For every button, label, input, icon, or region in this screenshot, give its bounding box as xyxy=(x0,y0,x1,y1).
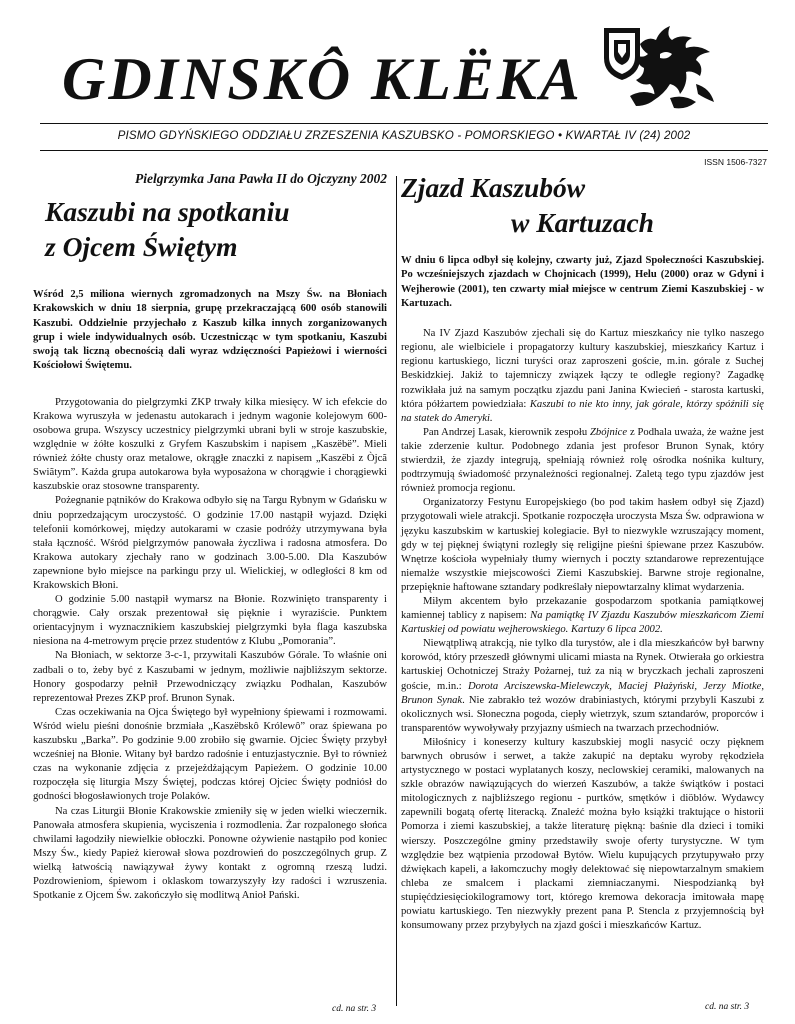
paragraph: Na Błoniach, w sektorze 3-c-1, przywitali Kaszubów Górale. To właśnie oni zadbali o to, żeby być z Kaszubami w jednym, możliwie najbliższym sektorze. Honory gospodarzy pełnił Przewodniczący związku Podhalan, Kaszubów reprezentował Prezes ZKP prof. Brunon Synak. xyxy=(33,650,387,704)
continued-note: cd. na str. 3 xyxy=(332,1004,377,1014)
masthead-rule-bottom xyxy=(40,150,768,151)
paragraph: Pan Andrzej Lasak, kierownik zespołu Zbójnice z Podhala uważa, że ważne jest takie zderzenie kultur. Podobnego zdania jest profesor Brunon Synak, który stwierdził, że zjazdy integrują, spełniają również rolę ośrodka nośnika kultury, podtrzymują świadomość przynależności regionalnej. Zaletą tego typu zjazdów jest również promocja regionu. xyxy=(401,426,764,495)
article-headline xyxy=(33,194,387,264)
paragraph: Na czas Liturgii Błonie Krakowskie zmieniły się w jeden wielki wieczernik. Panowała atmosfera skupienia, wyciszenia i rozmodlenia. Żar rozpalonego słońca chwilami łagodziły niewielkie obłoczki. Ponowne ożywienie nastąpiło pod koniec Mszy Św., kiedy Papież kierował słowa pozdrowień do poszczególnych grup. Z wielką łatwością nawiązywał żywy kontakt z ogromną rzeszą ludzi. Pozdrowieniom, śpiewom i oklaskom towarzyszyły łzy radości i wzruszenia. Spotkanie z Ojcem Św. zakończyło się modlitwą Anioł Pański. xyxy=(33,805,387,902)
paragraph: Przygotowania do pielgrzymki ZKP trwały kilka miesięcy. W ich efekcie do Krakowa wyruszyła w jedenastu autokarach i jednym wagonie kolejowym 600-osobowa grupa. Wszyscy uczestnicy pielgrzymki ubrani byli w stroje kaszubskie, względnie w żółte koszulki z Gryfem Kaszubskim i napisem „Kaszëbë”. Mieli również żółte chusty oraz metalowe, okrągłe znaczki z napisem „Kaszëbi z Òjcã Swiãtym”. Każda grupa autokarowa była wyposażona w chorągwie i chorągiewki kaszubskie oraz stosowne transparenty. xyxy=(33,396,387,493)
guest-names: Dorota Arciszewska-Mielewczyk, Maciej Płażyński, Jerzy Miotke, Brunon Synak xyxy=(401,680,765,706)
article-kicker: Pielgrzymka Jana Pawła II do Ojczyzny 2002 xyxy=(135,171,387,186)
headline-line-1: Zjazd Kaszubów xyxy=(401,172,586,203)
paragraph: Organizatorzy Festynu Europejskiego (bo pod takim hasłem odbył się Zjazd) przygotowali wiele atrakcji. Spotkanie rozpoczęła uroczysta Msza Św. odprawiona w języku kaszubskim w kartuskiej kolegiacie. Był to niezwykle wzruszający moment, gdy w tej pięknej świątyni rozległy się religijne pieśni śpiewane przez Kaszubów. Wnętrze kościoła wypełniały tłumy wiernych i poczty sztandarowe reprezentujące niemalże wszystkie miejscowości Ziemi Kaszubskiej. Barwne stroje regionalne, przepięknie haftowane sztandary podkreślały niepowtarzalny klimat wydarzenia. xyxy=(401,497,764,593)
masthead-title: GDINSKÔ KLËKA xyxy=(62,46,583,112)
plaque-inscription: Na pamiątkę IV Zjazdu Kaszubów mieszkańcom Ziemi Kartuskiej od powiatu wejherowskiego. Kartuzy 6 lipca 2002. xyxy=(401,610,764,636)
headline-line-2: w Kartuzach xyxy=(511,207,654,238)
paragraph: Na IV Zjazd Kaszubów zjechali się do Kartuz mieszkańcy nie tylko naszego regionu, ale wielbiciele i propagatorzy kultury kaszubskiej, mieszkańcy Kartuz i regionu kartuskiego, liczni turyści oraz zaproszeni goście, m.in. górale z Suchej Beskidzkiej. Jakiż to tajemniczy związek łączy te odległe regiony? Zagadkę rozwikłała już na samym początku zjazdu pani Janina Kwiecień - starosta kartuski, która półżartem powiedziała: Kaszubi to nie kto inny, jak górale, którzy spóźnili się na statek do Ameryki. xyxy=(401,328,764,424)
paragraph: O godzinie 5.00 nastąpił wymarsz na Błonie. Rozwinięto transparenty i chorągwie. Cały orszak prezentował się pięknie i wyraziście. Punktem orientacyjnym i wyznacznikiem kaszubskiej pielgrzymki była flaga kaszubska niesiona na 4-metrowym pręcie przez studentów z Klubu „Pomorania”. xyxy=(33,594,387,648)
article-lead: W dniu 6 lipca odbył się kolejny, czwarty już, Zjazd Społeczności Kaszubskiej. Po wcześniejszych zjazdach w Chojnicach (1999), Helu (2000) oraz w Gdyni i Wejherowie (2001), ten czwarty miał miejsce w centrum Ziemi Kaszubskiej - w Kartuzach. xyxy=(401,255,764,309)
masthead-subtitle: PISMO GDYŃSKIEGO ODDZIAŁU ZRZESZENIA KASZUBSKO - POMORSKIEGO • KWARTAŁ IV (24) 2002 xyxy=(117,129,691,142)
masthead-rule-top xyxy=(40,123,768,124)
headline-line-2: z Ojcem Świętym xyxy=(45,231,238,262)
issn-label: ISSN 1506-7327 xyxy=(704,157,767,167)
headline-line-1: Kaszubi na spotkaniu xyxy=(45,196,290,227)
quote: Kaszubi to nie kto inny, jak górale, którzy spóźnili się na statek do Ameryki. xyxy=(401,398,764,424)
paragraph: Czas oczekiwania na Ojca Świętego był wypełniony śpiewami i rozmowami. Wśród wielu pieśni donośnie brzmiała „Kaszëbskô Królewô” oraz śpiewana po kaszubsku „Barka”. Po godzinie 9.00 zrobiło się gwarnie. Ojciec Święty przybył wcześniej na Błonie. Witany był bardzo radośnie i entuzjastycznie. Był to również czas na wykonanie zdjęcia z przejeżdżającym Papieżem. O godzinie 10.00 rozpoczęła się liturgia Mszy Świętej, podczas której Ojciec Święty podniósł do godności błogosławionych troje Polaków. xyxy=(33,706,387,803)
continued-note: cd. na str. 3 xyxy=(705,1002,750,1012)
article-pilgrimage xyxy=(33,170,387,903)
article-congress xyxy=(401,170,764,933)
paragraph: Pożegnanie pątników do Krakowa odbyło się na Targu Rybnym w Gdańsku w dniu poprzedzającym uroczystość. O godzinie 17.00 nastąpił wyjazd. Dzięki telefonii komórkowej, między autokarami w czasie podróży utrzymywana była stała łączność. Wśród pielgrzymów panowała życzliwa i radosna atmosfera. Do Krakowa autokary zjechały rano w godzinach 3.00-5.00. Dla Kaszubów zapewnione było miejsce na parkingu przy ul. Wielickiej, w odległości 8 km od Krakowskich Błoni. xyxy=(33,495,387,591)
column-divider xyxy=(396,176,397,1006)
article-lead: Wśród 2,5 miliona wiernych zgromadzonych na Mszy Św. na Błoniach Krakowskich w dniu 18 sierpnia, grupę przekraczającą 600 osób stanowili Kaszubi. Oddzielnie przyjechało z Kaszub kilka innych zorganizowanych grup i wiele indywidualnych osób. Uczestnicząc w tym spotkaniu, Kaszubi swoją tak liczną obecnością dali wyraz wdzięczności Papieżowi i wierności Kościołowi Świętemu. xyxy=(33,289,387,372)
paragraph: Miłośnicy i koneserzy kultury kaszubskiej mogli nasycić oczy pięknem barwnych obrusów i serwet, a także zakupić na deptaku wyroby rękodzieła artystycznego w postaci wyplatanych koszy, neclowskiej ceramiki, malowanych na szkle obrazów nawiązujących do wierzeń Kaszubów, a także świątków i postaci mitologicznych z najbliższego regionu - purtków, smętków i diöblów. Wydawcy zapewnili bogatą ofertę literacką. Znaleźć można było książki traktujące o historii Pomorza i ziemi kaszubskiej, a także literaturę piękną: baśnie dla dzieci i tomiki wierszy. Poszczególne gminy przedstawiły swoje oferty turystyczne. W tym względzie bez wątpienia przodował Bytów. Wielu kupujących przytupywało przy dźwiękach kapeli, a łakomczuchy mogły delektować się niepowtarzalnym smakiem chleba ze smalcem i plackami ziemniaczanymi. Niespodzianką był stupięćdziesięciokilogramowy tort, którego kremowa dekoracja imitowała mapę powiatu kartuskiego. Ten niezwykły prezent pana P. Stencla z przyjemnością był konsumowany przez przybyłych na zjazd gości i mieszkańców Kartuz. xyxy=(401,736,764,932)
article-headline xyxy=(401,170,764,240)
paragraph: Miłym akcentem było przekazanie gospodarzom spotkania pamiątkowej kamiennej tablicy z napisem: Na pamiątkę IV Zjazdu Kaszubów mieszkańcom Ziemi Kartuskiej od powiatu wejherowskiego. Kartuzy 6 lipca 2002. xyxy=(401,595,764,636)
griffin-crest-icon xyxy=(600,14,718,114)
paragraph: Niewątpliwą atrakcją, nie tylko dla turystów, ale i dla mieszkańców był barwny korowód, który przeszedł głównymi ulicami miasta na Rynek. Otwierała go orkiestra kartuskiej Ochotniczej Straży Pożarnej, tuż za nią w bryczkach jechali zaproszeni goście, m.in.: Dorota Arciszewska-Mielewczyk, Maciej Płażyński, Jerzy Miotke, Brunon Synak. Nie zabrakło też wozów drabiniastych, którymi przybyli Kaszubi z okolicznych wsi. Słoneczna pogoda, ciepły wietrzyk, szum sztandarów, proporców i transparentów wywoływały przyjazny uśmiech na twarzach przechodniów. xyxy=(401,638,765,734)
ensemble-name: Zbójnice xyxy=(590,426,628,438)
